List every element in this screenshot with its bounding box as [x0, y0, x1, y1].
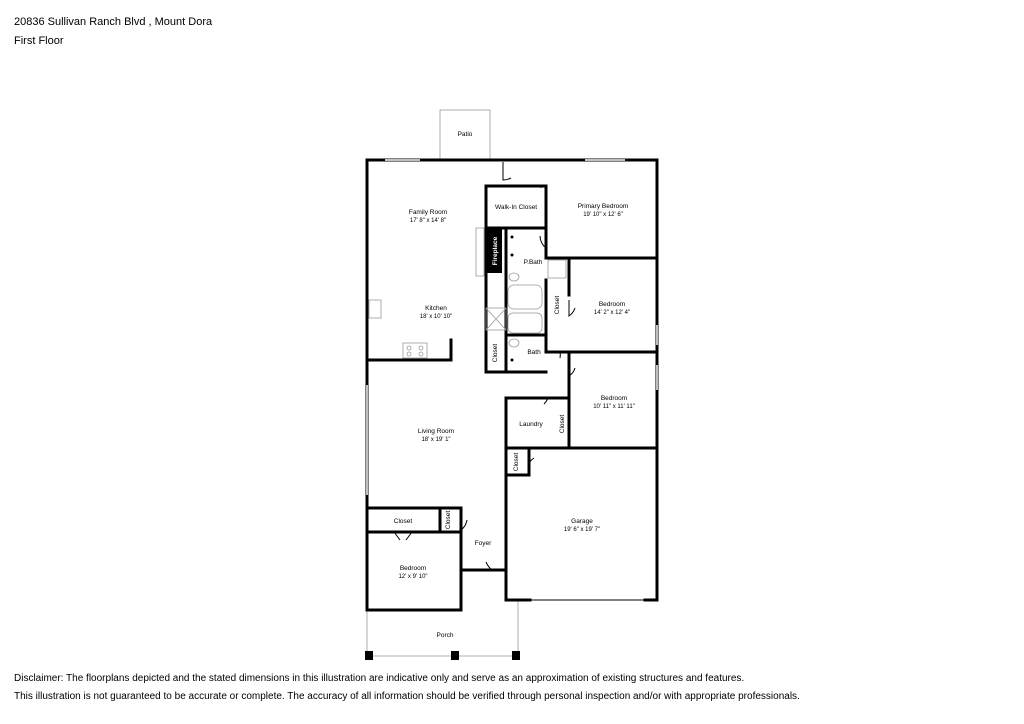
address-title: 20836 Sullivan Ranch Blvd , Mount Dora [14, 16, 213, 28]
room-name-bedroom-2: Bedroom [598, 301, 626, 308]
room-name-primary-bedroom: Primary Bedroom [577, 203, 629, 210]
room-dims-kitchen: 18' x 10' 10" [419, 314, 453, 320]
disclaimer-line-2: This illustration is not guaranteed to be accurate or complete. The accuracy of all information should be verified through personal inspection and/or with appropriate professionals. [14, 691, 800, 702]
room-dims-family-room: 17' 8" x 14' 8" [409, 218, 447, 224]
interior-walls [367, 186, 657, 570]
room-name-closet-5: Closet [393, 518, 413, 525]
porch-post [512, 651, 520, 660]
fixtures [369, 228, 566, 362]
room-name-porch: Porch [436, 632, 454, 639]
room-name-closet-3: Closet [559, 414, 566, 434]
disclaimer-line-1: Disclaimer: The floorplans depicted and the stated dimensions in this illustration are indicative only and serve as an approximation of existing structures and features. [14, 673, 745, 684]
room-name-p-bath: P.Bath [523, 259, 543, 266]
room-name-living-room: Living Room [417, 428, 455, 435]
room-name-bedroom-4: Bedroom [399, 565, 427, 572]
floor-label: First Floor [14, 35, 64, 47]
room-name-bath: Bath [527, 349, 541, 356]
room-name-closet-1: Closet [554, 295, 561, 315]
room-dims-living-room: 18' x 19' 1" [421, 437, 451, 443]
room-dims-primary-bedroom: 19' 10" x 12' 6" [583, 212, 623, 218]
porch-post [451, 651, 459, 660]
room-dims-bedroom-3: 10' 11" x 11' 11" [593, 404, 635, 410]
room-name-closet-2: Closet [492, 343, 499, 363]
room-name-closet-6: Closet [445, 510, 452, 530]
room-dims-bedroom-4: 12' x 9' 10" [398, 574, 428, 580]
room-name-kitchen: Kitchen [425, 305, 447, 312]
room-name-bedroom-3: Bedroom [600, 395, 628, 402]
room-name-garage: Garage [571, 518, 593, 525]
room-name-laundry: Laundry [519, 421, 543, 428]
room-name-family-room: Family Room [408, 209, 448, 216]
fireplace-label: Fireplace [492, 236, 499, 266]
room-name-patio: Patio [457, 131, 473, 138]
room-name-foyer: Foyer [474, 540, 492, 547]
room-dims-bedroom-2: 14' 2" x 12' 4" [593, 310, 631, 316]
room-name-closet-4: Closet [513, 452, 520, 472]
porch-post [365, 651, 373, 660]
room-name-walk-in-closet: Walk-In Closet [494, 204, 538, 211]
room-dims-garage: 19' 6" x 19' 7" [563, 527, 601, 533]
